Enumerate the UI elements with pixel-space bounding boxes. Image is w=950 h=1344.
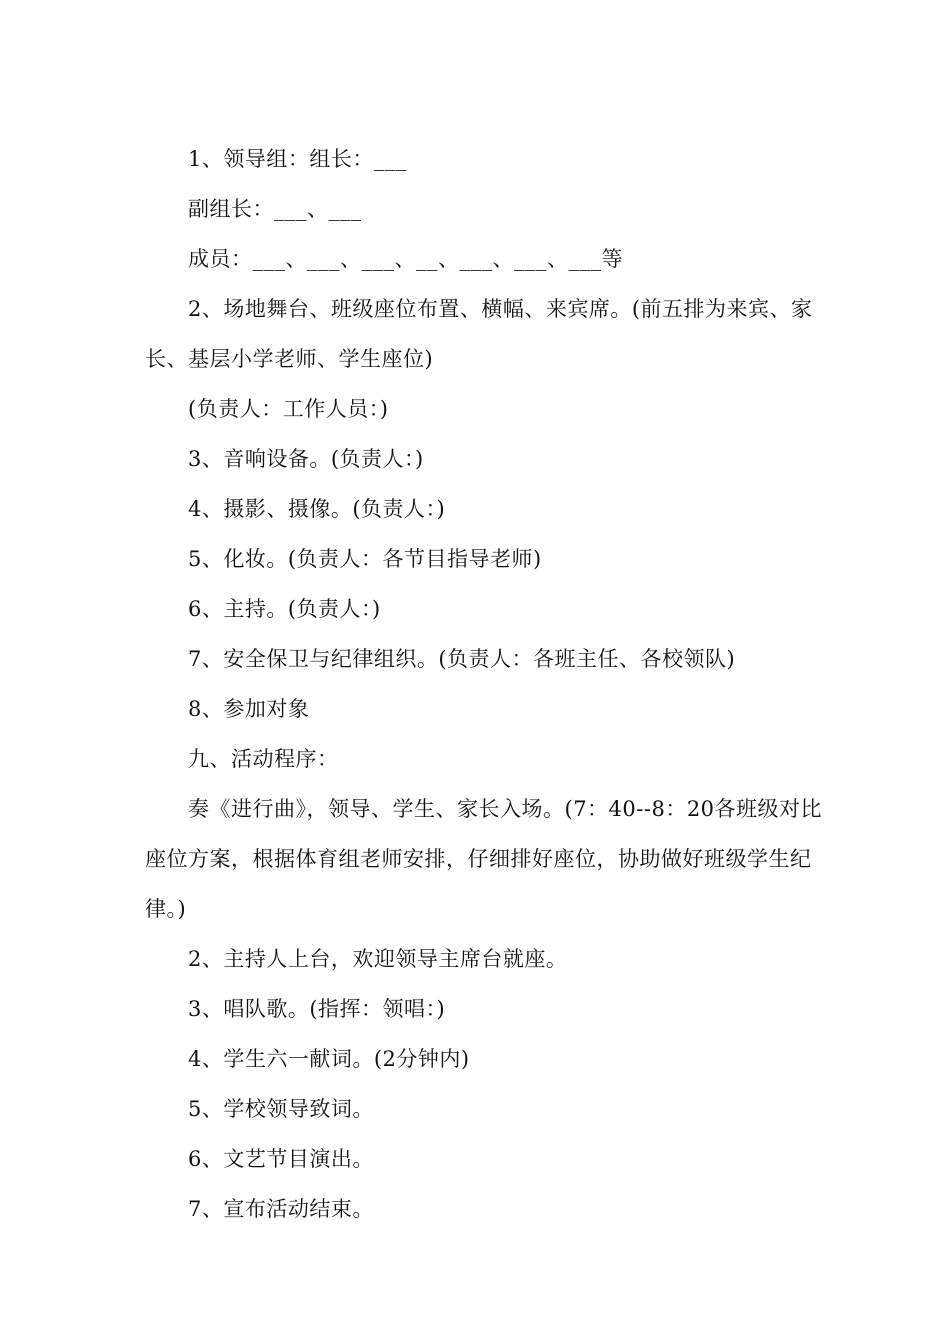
participants-line: 8、参加对象 <box>188 697 310 721</box>
program-item-performance: 6、文艺节目演出。 <box>188 1147 374 1171</box>
security-line: 7、安全保卫与纪律组织。(负责人：各班主任、各校领队) <box>188 647 736 671</box>
photography-line: 4、摄影、摄像。(负责人：) <box>188 497 446 521</box>
leadership-group-line: 1、领导组：组长：___ <box>188 147 407 171</box>
deputy-leader-line: 副组长：___、___ <box>188 197 362 221</box>
venue-setup-paragraph: 2、场地舞台、班级座位布置、横幅、来宾席。(前五排为来宾、家长、基层小学老师、学生座位) <box>145 297 813 371</box>
members-line: 成员：___、___、___、__、___、___、___等 <box>188 247 623 271</box>
program-item-closing: 7、宣布活动结束。 <box>188 1197 374 1221</box>
entrance-paragraph: 奏《进行曲》，领导、学生、家长入场。(7：40--8：20各班级对比座位方案，根据体育组老师安排，仔细排好座位，协助做好班级学生纪律。) <box>145 797 823 921</box>
program-item-host: 2、主持人上台，欢迎领导主席台就座。 <box>188 947 568 971</box>
program-item-speech: 4、学生六一献词。(2分钟内) <box>188 1047 470 1071</box>
makeup-line: 5、化妆。(负责人：各节目指导老师) <box>188 547 542 571</box>
document-body <box>145 134 835 1234</box>
venue-responsible-line: (负责人：工作人员：) <box>188 397 389 421</box>
program-item-leader-address: 5、学校领导致词。 <box>188 1097 374 1121</box>
program-item-anthem: 3、唱队歌。(指挥：领唱：) <box>188 997 446 1021</box>
program-heading: 九、活动程序： <box>188 747 339 771</box>
host-line: 6、主持。(负责人：) <box>188 597 381 621</box>
audio-equipment-line: 3、音响设备。(负责人：) <box>188 447 424 471</box>
